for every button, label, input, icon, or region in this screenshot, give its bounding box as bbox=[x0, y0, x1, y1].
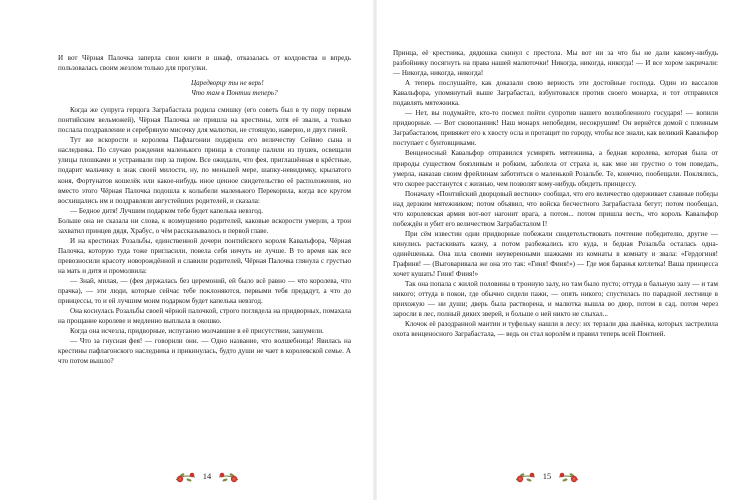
page-number-14: 14 bbox=[202, 471, 212, 481]
left-paragraph-10: — Что за гнусная фея! — говорили они. — Одно название, что волшебница! Явилась на крестины пафлагонского наследника и прикинулась, будто души не чает в королевской семье. А что потом вышло? bbox=[58, 337, 351, 366]
rose-sprig-icon bbox=[515, 468, 537, 484]
left-paragraph-3: Тут же вскорости и королева Пафлагонии подарила его величеству Сейвио сына и наследника. По случаю рождения маленького принца в столице палили из пушек, освещали улицы плошками и устраивали пир за пиром. Все ожидали, что фея, приглашённая в крёстные, подарит мальчику в знак своей милости, ну, по меньшей мере, шапку-невидимку, крылатого коня, Фортунатов кошелёк или какое-нибудь иное ценное свидетельство её расположения, но вместо этого Чёрная Палочка подошла к колыбели маленького Перекорила, когда все кругом восхищались им и поздравляли августейших родителей, и сказала: bbox=[58, 136, 351, 205]
left-paragraph-4: — Бедное дитя! Лучшим подарком тебе будет капелька невзгод. bbox=[70, 206, 263, 215]
rose-sprig-icon bbox=[217, 468, 239, 484]
rose-sprig-icon bbox=[175, 468, 197, 484]
left-paragraph-6: И на крестинах Розальбы, единственной дочери понтийского короля Кавальфора, Чёрная Палочка, которую туда тоже пригласили, повела себя ничуть не лучше. В то время как все превозносили красоту новорождённой и славили родителей, Чёрная Палочка глянула с грустью на мать и дитя и промолвила: bbox=[58, 236, 351, 275]
right-paragraph-7: Так она попала с жилой половины в тронную залу, но там было пусто; оттуда в бальную залу — и там никого; оттуда в покои, где обычно сидели пажи, — опять никого; спустилась по парадной лестнице в прихожую — ни души; дверь была растворена, и малютка вышла во двор, потом в сад, потом через заросли в лес, полный диких зверей, и больше о ней никто не слыхал... bbox=[393, 280, 718, 319]
right-page-number bbox=[515, 468, 579, 484]
right-paragraph-1: Принца, её крестника, дядюшка скинул с престола. Мы вот ни за что бы не дали какому-нибудь разбойнику посягнуть на права нашей малюточки! Никогда, никогда, никогда! — И все хором закричали: — Никогда, никогда, никогда! bbox=[393, 49, 718, 78]
left-page-number bbox=[175, 468, 239, 484]
rose-sprig-icon bbox=[557, 468, 579, 484]
right-text-column bbox=[393, 48, 718, 339]
right-paragraph-3: — Нет, вы подумайте, кто-то посмел пойти супротив нашего возлюбленного государя! — вопили придворные. — Вот сковопанник! Наш монарх непобедим, несокрушим! Он вернётся домой с пленным Заграбасталом, привяжет его к хвосту осла и протащит по городу, чтобы все знали, как великий Кавальфор поступает с бунтовщиками. bbox=[393, 109, 718, 148]
left-paragraph-5: Больше она не сказала ни слова, к возмущению родителей, каковые вскорости умерли, а трон захватил принцев дядя, Храбус, о чём рассказывалось в первой главе. bbox=[58, 216, 351, 235]
right-page bbox=[375, 0, 750, 500]
left-paragraph-8: Она коснулась Розальбы своей чёрной палочкой, строго поглядела на придворных, помахала на прощание королеве и медленно выплыла в окошко. bbox=[58, 307, 351, 326]
right-paragraph-5: Поначалу «Понтийский дворцовый вестник» сообщал, что его величество одерживает славные победы над дерзким мятежником; потом объявил, что войска бесчестного Заграбастала бегут; потом пообещал, что королевская армия вот-вот нагонит врага, а потом... потом пришла весть, что король Кавальфор побеждён и убит его величеством Заграбасталом I! bbox=[393, 189, 718, 228]
left-paragraph-2: Когда же супруга герцога Заграбастала родила смишку (его советь был в ту пору первым понтийским вельможей), Чёрная Палочка не пришла на крестины, хотя её звали, а только послала поздравление и серебряную мисочку для малютки, не стоящую, наверно, и двух гиней. bbox=[58, 106, 351, 135]
verse-line-1: Царедворцу ты не верь! bbox=[191, 79, 264, 88]
left-paragraph-7: — Знай, милая, — (фея держалась без церемоний, ей было всё равно — что королева, что прачка), — эти люди, которые сейчас тебе поклоняются, первыми тебя предадут, а что до принцессы, то и ей лучшим моим подарком будет капелька невзгод. bbox=[58, 276, 351, 306]
right-paragraph-2: А теперь послушайте, как доказали свою верность эти достойные господа. Один из вассалов Кавальфора, упомянутый выше Заграбастал, взбунтовался против своего монарха, и тот отправился подавлять мятежника. bbox=[393, 79, 718, 108]
right-paragraph-6: При сём известии одни придворные побежали свидетельствовать почтение победителю, другие — кинулись растаскивать казну, а потом разбежались кто куда, и бедная Розальба осталась одна-одинёшенька. Она шла своими неуверенными шажками из комнаты в комнату и звала: «Гердогиня! Графиня! — (Выговаривала же она это так: «Гиня! Фиия!») — Где моя баранья котлетка! Ваша принцесса хочет кушать! Гиня! Фиия!» bbox=[393, 229, 718, 279]
right-paragraph-4: Венценосный Кавальфор отправился усмирять мятежника, а бедная королева, которая была от природы существом боязливым и робким, заболела от страха и, как мне ни грустно о том поведать, умерла, наказав своим фрейлинам заботиться о маленькой Розальбе. Те, конечно, пообещали. Поклялись, что скорее расстанутся с жизнью, чем позволят кому-нибудь обидеть принцессу. bbox=[393, 149, 718, 188]
verse-epigraph bbox=[191, 78, 351, 98]
left-paragraph-1: И вот Чёрная Палочка заперла свои книги в шкаф, отказалась от колдовства и впредь пользовалась своим жезлом только для прогулки. bbox=[58, 54, 351, 73]
left-text-column bbox=[58, 53, 351, 366]
right-paragraph-8: Клочок её разодранной мантии и туфельку нашли в лесу: их терзали два львёнка, которых застрелила охота венценосного Заграбастала, — ведь он стал королём и правил теперь всей Понтией. bbox=[393, 320, 718, 339]
left-paragraph-9: Когда она исчезла, придворные, испуганно молчавшие в её присутствии, зашумели. bbox=[70, 327, 324, 336]
verse-line-2: Что там в Понтии теперь? bbox=[191, 89, 278, 98]
page-number-15: 15 bbox=[542, 471, 552, 481]
